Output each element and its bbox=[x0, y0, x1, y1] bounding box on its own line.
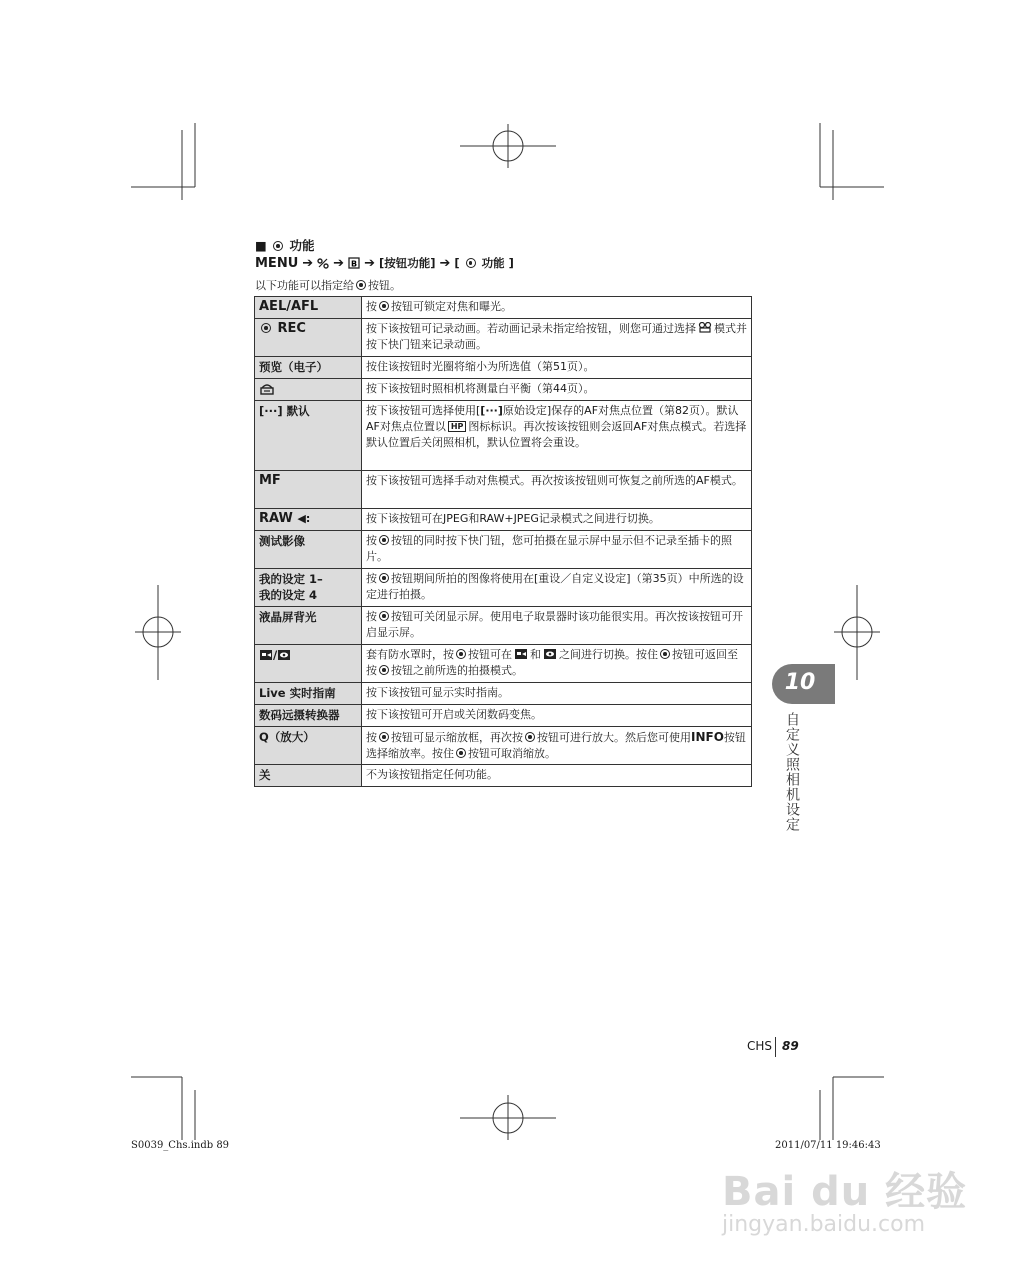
desc-text: 按钮可取消缩放。 bbox=[468, 747, 556, 760]
row-label bbox=[255, 727, 362, 765]
fn-button-icon bbox=[379, 301, 389, 311]
row-label bbox=[255, 471, 362, 509]
table-row bbox=[255, 401, 752, 471]
fn-button-icon bbox=[456, 649, 466, 659]
table-row bbox=[255, 645, 752, 683]
row-desc bbox=[362, 765, 752, 787]
row-label bbox=[255, 645, 362, 683]
table-row bbox=[255, 471, 752, 509]
intro-before: 以下功能可以指定给 bbox=[255, 279, 354, 292]
chapter-number: 10 bbox=[784, 670, 816, 695]
desc-text: 按下该按钮时照相机将测量白平衡（第44页）。 bbox=[366, 382, 595, 395]
row-desc bbox=[362, 607, 752, 645]
label-text: MF bbox=[259, 473, 281, 488]
label-text: 我的设定 1– bbox=[259, 572, 323, 586]
row-label bbox=[255, 765, 362, 787]
label-text: AEL/AFL bbox=[259, 299, 319, 314]
label-text: REC bbox=[277, 321, 306, 336]
section-title bbox=[255, 236, 315, 254]
fn-button-icon bbox=[660, 649, 670, 659]
fn-button-icon bbox=[261, 323, 271, 333]
arrow-icon: ➔ bbox=[364, 255, 375, 271]
desc-text: 按钮选择缩放率。按住 bbox=[366, 731, 746, 760]
menu-item-fn-open: [ bbox=[454, 256, 460, 270]
row-label bbox=[255, 705, 362, 727]
row-label bbox=[255, 569, 362, 607]
fn-button-icon bbox=[379, 535, 389, 545]
row-desc bbox=[362, 319, 752, 357]
raw-toggle-icon: ◀: bbox=[297, 512, 311, 525]
chapter-title: 自定义照相机设定 bbox=[784, 712, 800, 832]
fn-button-icon bbox=[356, 280, 366, 290]
menu-item-fn-close: ] bbox=[508, 256, 514, 270]
label-text: （放大） bbox=[268, 730, 315, 744]
table-row bbox=[255, 357, 752, 379]
desc-text: 按 bbox=[366, 534, 377, 547]
row-desc bbox=[362, 509, 752, 531]
row-desc bbox=[362, 705, 752, 727]
label-text: Live 实时指南 bbox=[259, 686, 336, 700]
page-separator bbox=[775, 1037, 776, 1057]
desc-text: 原始设定]保存的AF对焦点位置（第82页）。默认AF对焦点位置以 bbox=[366, 404, 739, 433]
row-label bbox=[255, 607, 362, 645]
underwater-macro-icon bbox=[543, 648, 557, 660]
footer-file: S0039_Chs.indb 89 bbox=[131, 1140, 230, 1151]
arrow-icon: ➔ bbox=[302, 255, 314, 271]
page-number bbox=[747, 1039, 799, 1053]
fn-button-icon bbox=[379, 573, 389, 583]
row-desc bbox=[362, 531, 752, 569]
desc-text: 按钮期间所拍的图像将使用在[重设／自定义设定]（第35页）中所选的设定进行拍摄。 bbox=[366, 572, 744, 601]
desc-text: 按 bbox=[366, 300, 377, 313]
label-text: RAW bbox=[259, 511, 293, 526]
section-bullet: ■ bbox=[255, 238, 267, 253]
row-label bbox=[255, 297, 362, 319]
desc-text: 按钮可进行放大。然后您可使用 bbox=[537, 731, 691, 744]
underwater-macro-icon bbox=[277, 649, 291, 661]
table-row bbox=[255, 705, 752, 727]
desc-text: 按下该按钮可显示实时指南。 bbox=[366, 686, 509, 699]
desc-text: 按钮可返回至按 bbox=[366, 648, 738, 677]
table-row bbox=[255, 297, 752, 319]
desc-text: 按 bbox=[366, 610, 377, 623]
page-number-value: 89 bbox=[782, 1039, 799, 1053]
fn-button-icon bbox=[379, 732, 389, 742]
desc-text: 按钮之前所选的拍摄模式。 bbox=[391, 664, 523, 677]
label-text: 液晶屏背光 bbox=[259, 610, 317, 624]
submenu-b-icon bbox=[348, 257, 360, 269]
table-row bbox=[255, 569, 752, 607]
desc-text: 按下该按钮可开启或关闭数码变焦。 bbox=[366, 708, 542, 721]
row-label bbox=[255, 379, 362, 401]
home-position-icon: HP bbox=[448, 421, 467, 432]
function-table bbox=[254, 296, 752, 787]
table-row bbox=[255, 683, 752, 705]
row-desc bbox=[362, 297, 752, 319]
footer-timestamp: 2011/07/11 19:46:43 bbox=[775, 1140, 881, 1151]
row-label bbox=[255, 531, 362, 569]
underwater-wide-icon bbox=[259, 649, 273, 661]
desc-text: 模式并按下快门钮来记录动画。 bbox=[366, 322, 747, 351]
table-row bbox=[255, 379, 752, 401]
watermark-logo: Bai du 经验 bbox=[722, 1169, 968, 1215]
row-desc bbox=[362, 379, 752, 401]
row-label bbox=[255, 401, 362, 471]
row-label bbox=[255, 357, 362, 379]
label-text: 默认 bbox=[286, 404, 310, 418]
intro-text bbox=[255, 277, 401, 293]
fn-button-icon bbox=[456, 748, 466, 758]
table-row bbox=[255, 765, 752, 787]
info-button-label: INFO bbox=[691, 730, 724, 744]
row-desc bbox=[362, 357, 752, 379]
desc-text: 按住该按钮时光圈将缩小为所选值（第51页）。 bbox=[366, 360, 595, 373]
fn-button-icon bbox=[379, 611, 389, 621]
menu-item-button-function: [按钮功能] bbox=[378, 256, 436, 270]
desc-text: 按钮可在 bbox=[468, 648, 512, 661]
desc-text: 图标标识。再次按该按钮则会返回AF对焦点模式。若选择默认位置后关闭照相机，默认位置将会重设。 bbox=[366, 420, 747, 449]
af-point-icon: [···] bbox=[480, 404, 503, 417]
desc-text: 按下该按钮可选择手动对焦模式。再次按该按钮则可恢复之前所选的AF模式。 bbox=[366, 474, 743, 487]
magnify-icon: Q bbox=[259, 730, 269, 744]
underwater-wide-icon bbox=[514, 648, 528, 660]
row-desc bbox=[362, 471, 752, 509]
table-row bbox=[255, 607, 752, 645]
desc-text: 按下该按钮可选择使用[ bbox=[366, 404, 481, 417]
label-text: 预览（电子） bbox=[259, 360, 328, 374]
desc-text: 和 bbox=[530, 648, 541, 661]
af-point-icon: [···] bbox=[259, 404, 283, 418]
row-desc bbox=[362, 727, 752, 765]
table-row bbox=[255, 319, 752, 357]
table-row bbox=[255, 531, 752, 569]
desc-text: 不为该按钮指定任何功能。 bbox=[366, 768, 498, 781]
menu-item-fn-text: 功能 bbox=[481, 256, 505, 270]
page-lang: CHS bbox=[747, 1039, 773, 1053]
row-label bbox=[255, 683, 362, 705]
menu-path bbox=[255, 255, 514, 271]
desc-text: 套有防水罩时，按 bbox=[366, 648, 454, 661]
svg-text:B: B bbox=[351, 259, 358, 269]
desc-text: 按钮可显示缩放框，再次按 bbox=[391, 731, 523, 744]
menu-label: MENU bbox=[255, 255, 299, 271]
desc-text: 按 bbox=[366, 731, 377, 744]
watermark-url: jingyan.baidu.com bbox=[722, 1212, 926, 1237]
custom-menu-icon bbox=[317, 257, 329, 269]
desc-text: 按钮的同时按下快门钮，您可拍摄在显示屏中显示但不记录至插卡的照片。 bbox=[366, 534, 732, 563]
desc-text: 按下该按钮可记录动画。若动画记录未指定给按钮，则您可通过选择 bbox=[366, 322, 696, 335]
desc-text: 按钮可关闭显示屏。使用电子取景器时该功能很实用。再次按该按钮可开启显示屏。 bbox=[366, 610, 743, 639]
desc-text: 按 bbox=[366, 572, 377, 585]
desc-text: 按下该按钮可在JPEG和RAW+JPEG记录模式之间进行切换。 bbox=[366, 512, 660, 525]
fn-button-icon bbox=[273, 241, 283, 251]
fn-button-icon bbox=[466, 258, 476, 268]
row-desc bbox=[362, 683, 752, 705]
label-text: 测试影像 bbox=[259, 534, 305, 548]
row-label bbox=[255, 509, 362, 531]
row-desc bbox=[362, 401, 752, 471]
label-text: 数码远摄转换器 bbox=[259, 708, 340, 722]
arrow-icon: ➔ bbox=[439, 255, 451, 271]
row-desc bbox=[362, 569, 752, 607]
desc-text: 之间进行切换。按住 bbox=[559, 648, 658, 661]
table-row bbox=[255, 509, 752, 531]
desc-text: 按钮可锁定对焦和曝光。 bbox=[391, 300, 512, 313]
label-text: / bbox=[273, 648, 278, 662]
label-text: 关 bbox=[259, 768, 271, 782]
arrow-icon: ➔ bbox=[333, 255, 345, 271]
label-text-2: 我的设定 4 bbox=[259, 588, 318, 602]
movie-mode-icon bbox=[698, 322, 712, 333]
table-row bbox=[255, 727, 752, 765]
fn-button-icon bbox=[525, 732, 535, 742]
section-title-text: 功能 bbox=[289, 238, 315, 253]
row-desc bbox=[362, 645, 752, 683]
intro-after: 按钮。 bbox=[368, 279, 401, 292]
fn-button-icon bbox=[379, 665, 389, 675]
row-label bbox=[255, 319, 362, 357]
one-touch-wb-icon bbox=[259, 382, 275, 395]
